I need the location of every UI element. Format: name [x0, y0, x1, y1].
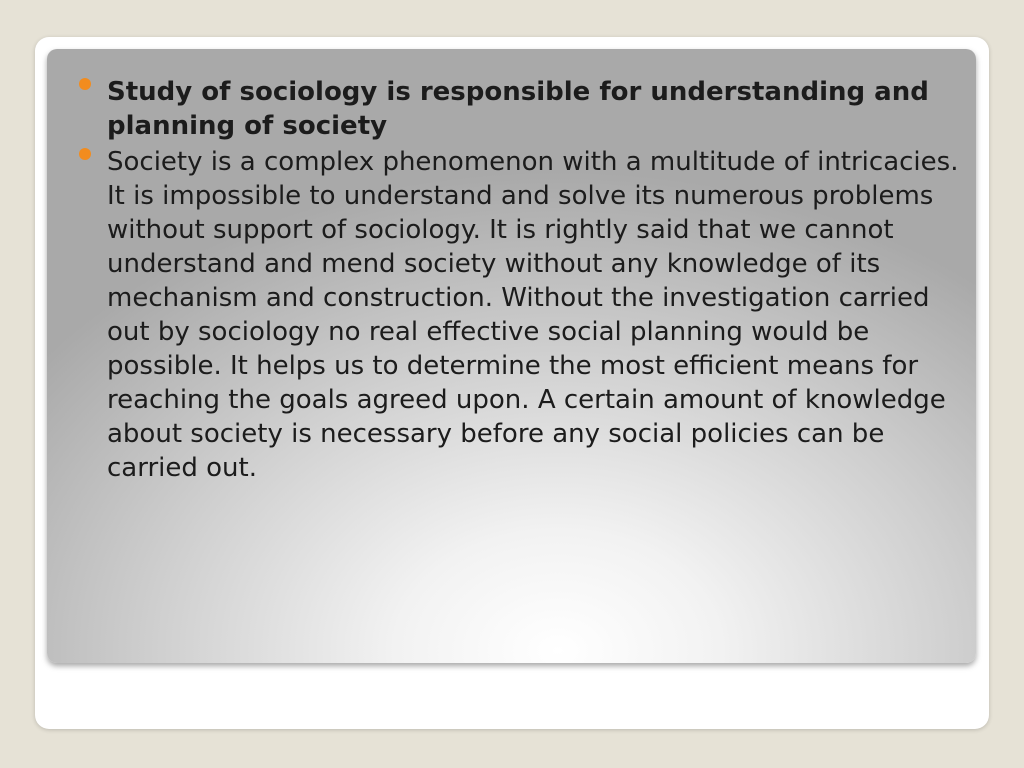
bullet-list	[79, 75, 959, 485]
bullet-dot-icon	[79, 78, 91, 90]
slide-frame	[35, 37, 989, 729]
bullet-dot-icon	[79, 148, 91, 160]
bullet-item-2	[79, 145, 959, 485]
bullet-item-1	[79, 75, 959, 143]
bullet-text-2: Society is a complex phenomenon with a multitude of intricacies. It is impossible to understand and solve its numerous problems without support of sociology. It is rightly said that we cannot understand and mend society without any knowledge of its mechanism and construction. Without the investigation carried out by sociology no real effective social planning would be possible. It helps us to determine the most efficient means for reaching the goals agreed upon. A certain amount of knowledge about society is necessary before any social policies can be carried out.	[107, 147, 959, 483]
bullet-text-1: Study of sociology is responsible for understanding and planning of society	[107, 77, 929, 141]
content-panel	[47, 49, 976, 663]
